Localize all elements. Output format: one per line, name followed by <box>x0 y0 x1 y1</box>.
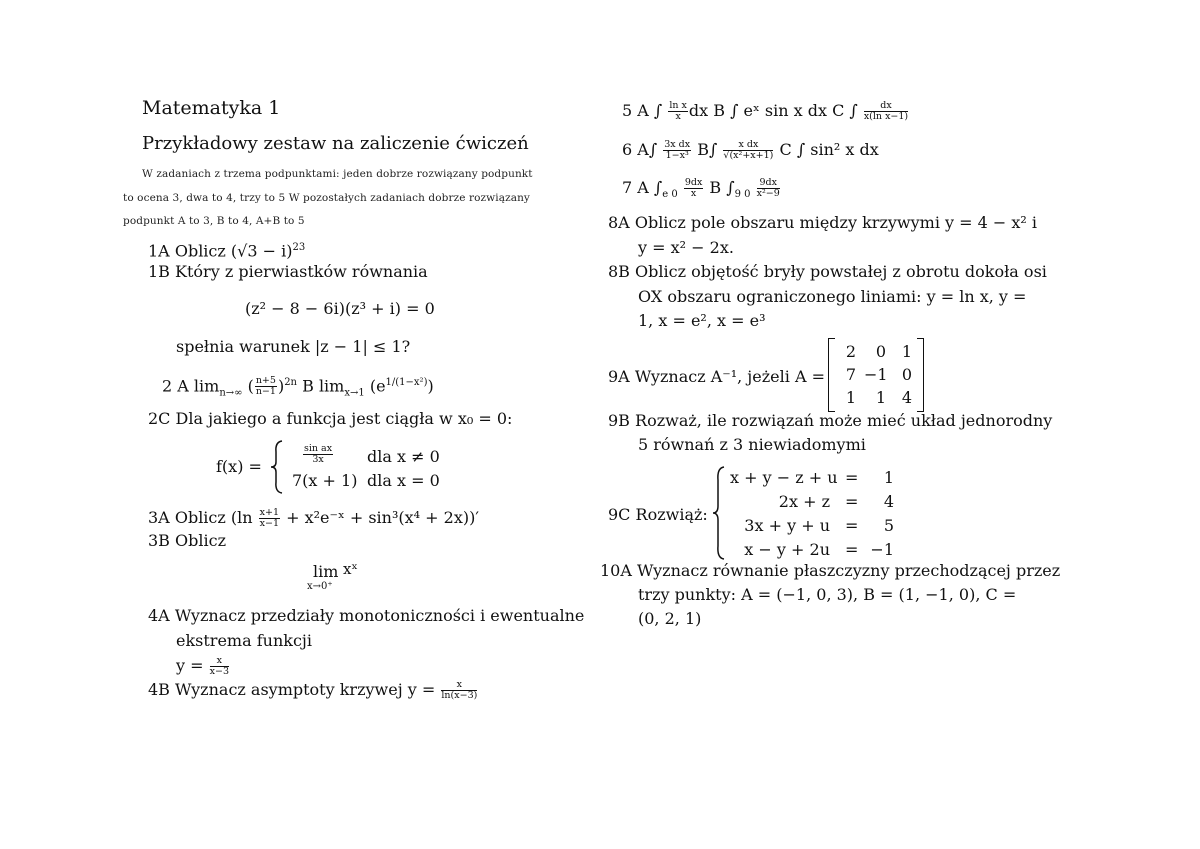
problem-label: 7 <box>622 178 633 197</box>
math-expr: B ∫ <box>709 178 735 197</box>
system-rhs: 1 <box>883 468 894 487</box>
problem-text: Dla jakiego a funkcja jest ciągła w x₀ = 0: <box>175 409 513 428</box>
math-fraction: $\frac{9dx}{x}$ <box>684 177 703 199</box>
math-expr: C ∫ sin² x dx <box>779 140 879 159</box>
matrix-cell: 1 <box>901 342 912 361</box>
math-expr: y = <box>407 680 436 699</box>
problem-9b <box>608 411 1052 431</box>
problem-label: 1B <box>148 262 170 281</box>
problem-text: Wyznacz A⁻¹, jeżeli A = <box>634 367 825 386</box>
problem-label: 9C <box>608 505 631 524</box>
problem-label: 10A <box>600 561 632 580</box>
problem-label: 8A <box>608 213 630 232</box>
problem-label: 9A <box>608 367 630 386</box>
system-equals: = <box>845 468 859 487</box>
math-fraction: $\frac{\text{ln x}}{x}$ <box>669 100 687 122</box>
problem-1b <box>148 262 428 282</box>
problem-1b-condition: spełnia warunek |z − 1| ≤ 1? <box>176 337 411 356</box>
system-equals: = <box>845 516 859 535</box>
problem-label: 1A <box>148 241 170 261</box>
problem-9a <box>608 367 825 387</box>
math-expr: A∫ <box>637 140 658 159</box>
system-lhs: 2x + z <box>778 492 830 511</box>
piecewise-case-2: 7(x + 1) <box>292 471 358 490</box>
math-expr: A ∫ <box>637 101 663 120</box>
problem-4a <box>148 606 584 626</box>
limit-operator: lim <box>313 562 339 581</box>
piecewise-function-name: f(x) = <box>216 457 262 476</box>
system-lhs: x − y + 2u <box>744 540 830 559</box>
math-expr: (√3 − i) <box>230 241 293 261</box>
math-expr: B ∫ eˣ sin x dx <box>713 101 827 120</box>
problem-label: 2 <box>162 376 173 396</box>
problem-3b <box>148 531 226 551</box>
problem-10a <box>600 561 1060 581</box>
math-subscript: x→1 <box>344 387 365 399</box>
math-fraction: $\frac{n+5}{n-1}$ <box>255 375 276 398</box>
matrix-cell: 4 <box>901 388 912 407</box>
problem-text: Wyznacz asymptoty krzywej <box>175 680 403 699</box>
page-title: Matematyka 1 <box>142 97 281 119</box>
problem-8a-line2: y = x² − 2x. <box>638 238 734 257</box>
problem-10a-line3: (0, 2, 1) <box>638 609 702 628</box>
problem-8b <box>608 262 1047 282</box>
limit-expression: xˣ <box>343 560 358 578</box>
problem-text: Wyznacz równanie płaszczyzny przechodzącej przez <box>637 561 1061 580</box>
system-lhs: x + y − z + u <box>730 468 838 487</box>
matrix-cell: 2 <box>845 342 856 361</box>
piecewise-cond-1: dla x ≠ 0 <box>367 447 440 466</box>
problem-label: 2C <box>148 409 171 428</box>
problem-text: Wyznacz przedziały monotoniczności i ewentualne <box>174 606 585 625</box>
problem-label: 4A <box>148 606 170 625</box>
system-equals: = <box>845 540 859 559</box>
matrix-a <box>828 338 924 410</box>
matrix-cell: 0 <box>901 365 912 384</box>
problem-text: Oblicz objętość bryły powstałej z obrotu dokoła osi <box>635 262 1047 281</box>
problem-label: 4B <box>148 680 170 699</box>
matrix-cell: 1 <box>875 388 886 407</box>
math-expr: y = <box>176 656 204 675</box>
system-rhs: −1 <box>870 540 894 559</box>
integral-limits: 9 0 <box>734 189 751 201</box>
left-brace <box>270 440 284 494</box>
system-equals: = <box>845 492 859 511</box>
math-subscript: n→∞ <box>219 387 243 399</box>
system-brace <box>712 466 726 560</box>
math-exponent: 23 <box>292 242 306 253</box>
intro-line-3: podpunkt A to 3, B to 4, A+B to 5 <box>123 215 305 227</box>
problem-text: Rozważ, ile rozwiązań może mieć układ jednorodny <box>635 411 1053 430</box>
math-expr: + x²e⁻ˣ + sin³(x⁴ + 2x))′ <box>286 508 479 527</box>
problem-1b-equation: (z² − 8 − 6i)(z³ + i) = 0 <box>245 299 435 318</box>
math-fraction: $\frac{dx}{\text{x(ln x−1)}}$ <box>863 100 909 122</box>
problem-5 <box>622 101 909 122</box>
problem-3a <box>148 508 479 529</box>
matrix-bracket-right <box>917 338 924 412</box>
problem-label: 3A <box>148 508 170 527</box>
math-exponent: 1/(1−x²) <box>385 377 428 388</box>
problem-8b-line3: 1, x = e², x = e³ <box>638 311 766 330</box>
math-fraction: $\frac{\text{x dx}}{\text{√(x²+x+1)}}$ <box>723 139 774 161</box>
math-fraction: $\frac{9dx}{\text{x²−9}}$ <box>756 177 780 199</box>
problem-4a-line2: ekstrema funkcji <box>176 631 312 650</box>
problem-10a-line2: trzy punkty: A = (−1, 0, 3), B = (1, −1, 0), C = <box>638 585 1017 604</box>
matrix-cell: 0 <box>875 342 886 361</box>
math-expr: dx <box>688 101 709 120</box>
math-expr: A ∫ <box>637 178 663 197</box>
page-subtitle: Przykładowy zestaw na zaliczenie ćwiczeń <box>142 133 529 154</box>
piecewise-case-1 <box>302 444 334 465</box>
problem-2: 2 A $\lim_{n\to\infty}$ ( $\frac{n+5}{n-1}$ )$^{2n}$ B $\lim_{x\to 1} (e^{1/(1-x^2)})$ <box>162 375 434 399</box>
problem-6 <box>622 140 879 161</box>
problem-8a <box>608 213 1037 233</box>
problem-8b-line2: OX obszaru ograniczonego liniami: y = ln x, y = <box>638 287 1027 306</box>
math-expr: C ∫ <box>832 101 858 120</box>
integral-limits: e 0 <box>662 189 678 201</box>
problem-label: 6 <box>622 140 633 159</box>
problem-label: 5 <box>622 101 633 120</box>
system-lhs: 3x + y + u <box>744 516 830 535</box>
math-expr: B∫ <box>697 140 718 159</box>
math-expr: A lim <box>177 376 220 396</box>
problem-text: Rozwiąż: <box>635 505 708 524</box>
problem-text: Oblicz (ln <box>174 508 253 527</box>
problem-label: 3B <box>148 531 170 550</box>
limit-subscript: x→0⁺ <box>307 581 333 592</box>
problem-9b-line2: 5 równań z 3 niewiadomymi <box>638 435 866 454</box>
problem-label: 8B <box>608 262 630 281</box>
problem-text: Który z pierwiastków równania <box>175 262 428 281</box>
problem-4b <box>148 680 478 701</box>
problem-text: Oblicz <box>175 531 227 550</box>
problem-label: 9B <box>608 411 630 430</box>
math-fraction: $\frac{x}{\ln(x-3)}$ <box>441 679 478 701</box>
problem-9c <box>608 505 708 525</box>
intro-line-1: W zadaniach z trzema podpunktami: jeden dobrze rozwiązany podpunkt <box>142 168 533 180</box>
intro-line-2: to ocena 3, dwa to 4, trzy to 5 W pozostałych zadaniach dobrze rozwiązany <box>123 192 530 204</box>
problem-4a-function <box>176 656 230 677</box>
problem-text: Oblicz pole obszaru między krzywymi y = 4 − x² i <box>634 213 1038 232</box>
math-fraction: $\frac{x+1}{x-1}$ <box>259 507 280 529</box>
math-exponent: 2n <box>284 377 297 388</box>
problem-1a <box>148 238 305 261</box>
system-rhs: 5 <box>883 516 894 535</box>
matrix-cell: 1 <box>845 388 856 407</box>
math-expr: B lim <box>302 376 345 396</box>
math-expr: (e <box>369 376 386 396</box>
math-fraction: $\frac{\text{sin ax}}{3x}$ <box>304 443 333 465</box>
matrix-cell: −1 <box>864 365 888 384</box>
matrix-cell: 7 <box>845 365 856 384</box>
system-rhs: 4 <box>883 492 894 511</box>
problem-7 <box>622 178 781 205</box>
problem-text: Oblicz <box>174 241 226 261</box>
problem-2c <box>148 409 512 429</box>
math-fraction: $\frac{x}{x-3}$ <box>209 655 229 677</box>
piecewise-cond-2: dla x = 0 <box>367 471 440 490</box>
math-fraction: $\frac{\text{3x dx}}{\text{1−x³}}$ <box>664 139 691 161</box>
